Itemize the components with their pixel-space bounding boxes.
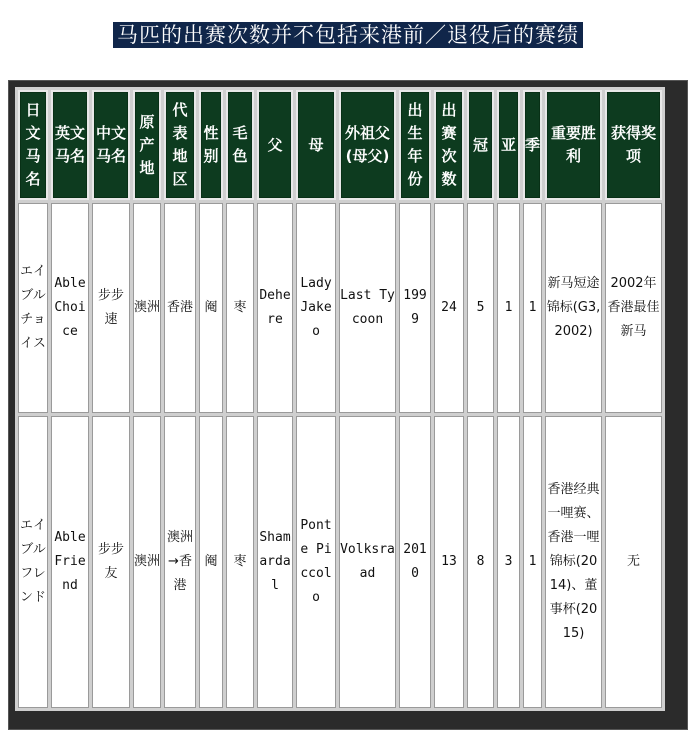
- cell-jp-name: エイブルフレンド: [18, 416, 48, 708]
- table-row: [18, 203, 662, 413]
- horse-table: [15, 87, 665, 711]
- cell-color: 枣: [226, 203, 254, 413]
- cell-sire: Dehere: [257, 203, 293, 413]
- header-awards: 获得奖项: [605, 90, 662, 200]
- cell-major-wins: 香港经典一哩赛、香港一哩锦标(2014)、董事杯(2015): [545, 416, 602, 708]
- cell-cn-name: 步步速: [92, 203, 130, 413]
- header-row: [18, 90, 662, 200]
- cell-thirds: 1: [523, 203, 542, 413]
- cell-starts: 24: [434, 203, 464, 413]
- header-jp-name: 日文马名: [18, 90, 48, 200]
- header-damsire: 外祖父(母父): [339, 90, 396, 200]
- cell-cn-name: 步步友: [92, 416, 130, 708]
- cell-en-name: Able Choice: [51, 203, 89, 413]
- header-color: 毛色: [226, 90, 254, 200]
- cell-sex: 阉: [199, 203, 223, 413]
- cell-major-wins: 新马短途锦标(G3,2002): [545, 203, 602, 413]
- cell-sex: 阉: [199, 416, 223, 708]
- header-major-wins: 重要胜利: [545, 90, 602, 200]
- header-region: 代表地区: [164, 90, 196, 200]
- header-birth-year: 出生年份: [399, 90, 431, 200]
- header-wins: 冠: [467, 90, 494, 200]
- cell-dam: Lady Jakeo: [296, 203, 336, 413]
- cell-origin: 澳洲: [133, 416, 161, 708]
- cell-seconds: 3: [497, 416, 520, 708]
- header-starts: 出赛次数: [434, 90, 464, 200]
- cell-origin: 澳洲: [133, 203, 161, 413]
- table-row: [18, 416, 662, 708]
- table-caption: 马匹的出赛次数并不包括来港前／退役后的赛绩: [113, 22, 583, 48]
- header-cn-name: 中文马名: [92, 90, 130, 200]
- header-thirds: 季: [523, 90, 542, 200]
- cell-dam: Ponte Piccolo: [296, 416, 336, 708]
- header-sex: 性别: [199, 90, 223, 200]
- caption-wrap: [0, 22, 696, 48]
- header-origin: 原产地: [133, 90, 161, 200]
- header-sire: 父: [257, 90, 293, 200]
- cell-color: 枣: [226, 416, 254, 708]
- cell-awards: 2002年香港最佳新马: [605, 203, 662, 413]
- cell-seconds: 1: [497, 203, 520, 413]
- cell-sire: Shamardal: [257, 416, 293, 708]
- header-seconds: 亚: [497, 90, 520, 200]
- cell-wins: 8: [467, 416, 494, 708]
- cell-awards: 无: [605, 416, 662, 708]
- horse-table-frame: [8, 80, 688, 730]
- cell-damsire: Volksraad: [339, 416, 396, 708]
- cell-birth-year: 2010: [399, 416, 431, 708]
- cell-birth-year: 1999: [399, 203, 431, 413]
- cell-thirds: 1: [523, 416, 542, 708]
- cell-wins: 5: [467, 203, 494, 413]
- header-en-name: 英文马名: [51, 90, 89, 200]
- cell-starts: 13: [434, 416, 464, 708]
- header-dam: 母: [296, 90, 336, 200]
- cell-jp-name: エイブルチョイス: [18, 203, 48, 413]
- cell-region: 香港: [164, 203, 196, 413]
- cell-damsire: Last Tycoon: [339, 203, 396, 413]
- cell-region: 澳洲→香港: [164, 416, 196, 708]
- cell-en-name: Able Friend: [51, 416, 89, 708]
